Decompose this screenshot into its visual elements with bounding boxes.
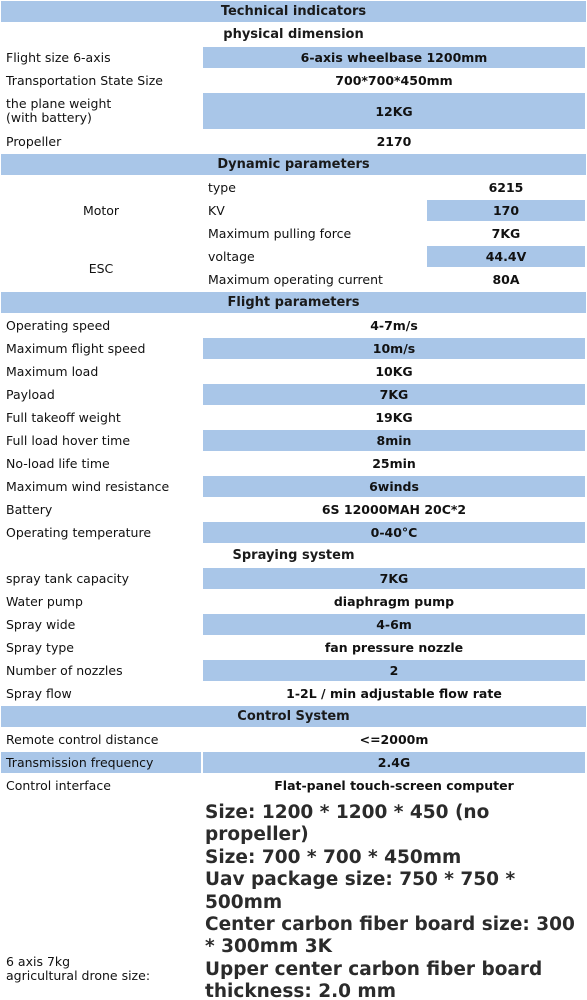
row-label: Operating temperature (6, 524, 152, 540)
row-value: 12KG (203, 93, 585, 129)
row-value: 8min (203, 430, 585, 451)
table-row (0, 384, 587, 405)
row-label: Remote control distance (6, 731, 159, 747)
row-value: 4-7m/s (370, 318, 418, 333)
esc-group (0, 246, 587, 290)
row-label: Maximum pulling force (208, 225, 352, 241)
table-row (0, 338, 587, 359)
row-label: spray tank capacity (6, 570, 130, 586)
row-label: Maximum wind resistance (6, 478, 170, 494)
subheader-spraying-system-title: Spraying system (232, 548, 355, 563)
row-value: 7KG (203, 384, 585, 405)
table-row (0, 70, 587, 91)
section-technical-indicators (0, 1, 587, 22)
section-control-system (0, 706, 587, 727)
row-value: 1-2L / min adjustable flow rate (286, 686, 502, 701)
row-label: KV (208, 202, 225, 218)
drone-size-line: thickness: 2.0 mm (205, 981, 396, 999)
section-flight-parameters-title: Flight parameters (1, 292, 586, 313)
row-value: 19KG (375, 410, 413, 425)
table-row (0, 476, 587, 497)
row-value: diaphragm pump (333, 594, 455, 609)
row-label: Maximum operating current (208, 271, 383, 287)
row-label: Payload (6, 386, 55, 402)
drone-size-line: * 300mm 3K (205, 936, 332, 958)
row-label: Number of nozzles (6, 662, 123, 678)
section-technical-indicators-title: Technical indicators (1, 1, 586, 22)
row-value: 10KG (375, 364, 413, 379)
section-flight-parameters (0, 292, 587, 313)
drone-size-line: Uav package size: 750 * 750 * (205, 869, 516, 891)
row-label: Spray flow (6, 685, 72, 701)
motor-group (0, 177, 587, 244)
row-label: Spray wide (6, 616, 76, 632)
table-row (0, 522, 587, 543)
row-label: Spray type (6, 639, 74, 655)
row-value: 700*700*450mm (335, 73, 453, 88)
table-row (0, 430, 587, 451)
motor-label: Motor (82, 203, 120, 218)
row-value: 6S 12000MAH 20C*2 (321, 502, 467, 517)
row-value: 7KG (491, 226, 521, 241)
row-label: Control interface (6, 777, 111, 793)
row-value: <=2000m (359, 732, 429, 747)
row-label: the plane weight (with battery) (6, 96, 112, 125)
row-value: 6-axis wheelbase 1200mm (203, 47, 585, 68)
table-row (0, 614, 587, 635)
drone-size-line: Size: 1200 * 1200 * 450 (no (205, 802, 490, 823)
row-value: 44.4V (427, 246, 585, 267)
table-row (0, 683, 587, 704)
table-row (0, 47, 587, 68)
table-row (0, 499, 587, 520)
row-value: 170 (427, 200, 585, 221)
table-row (0, 361, 587, 382)
section-control-system-title: Control System (1, 706, 586, 727)
table-row (0, 591, 587, 612)
drone-size-label: 6 axis 7kg agricultural drone size: (6, 954, 151, 983)
table-row (0, 752, 587, 773)
table-row (0, 93, 587, 129)
drone-size-line: Upper center carbon fiber board (205, 958, 543, 980)
row-value: 25min (372, 456, 416, 471)
section-dynamic-parameters-title: Dynamic parameters (1, 154, 586, 175)
section-dynamic-parameters (0, 154, 587, 175)
row-label: type (208, 179, 236, 195)
table-row (0, 729, 587, 750)
table-row (0, 775, 587, 796)
row-label: Maximum flight speed (6, 340, 146, 356)
row-label: Water pump (6, 593, 83, 609)
row-value: Flat-panel touch-screen computer (274, 778, 514, 793)
row-label: Flight size 6-axis (6, 49, 111, 65)
row-label: No-load life time (6, 455, 110, 471)
row-label: Full takeoff weight (6, 409, 121, 425)
drone-size-block (0, 798, 587, 999)
drone-size-line: Size: 700 * 700 * 450mm (205, 846, 462, 868)
drone-size-line: 500mm (205, 891, 283, 913)
subheader-spraying-system (0, 545, 587, 566)
row-value: 6215 (488, 180, 524, 195)
row-label: Full load hover time (6, 432, 131, 448)
row-label: Operating speed (6, 317, 111, 333)
table-row (0, 407, 587, 428)
row-value: 2.4G (203, 752, 585, 773)
drone-size-details (203, 798, 587, 999)
row-value: 6winds (203, 476, 585, 497)
table-row (0, 660, 587, 681)
subheader-physical-dimension-title: physical dimension (223, 27, 364, 42)
row-label: Transmission frequency (1, 752, 201, 773)
esc-label: ESC (88, 260, 114, 276)
row-value: 2170 (376, 134, 412, 149)
row-value: 4-6m (203, 614, 585, 635)
table-row (0, 637, 587, 658)
table-row (0, 131, 587, 152)
row-value: 7KG (203, 568, 585, 589)
row-value: 2 (203, 660, 585, 681)
row-value: fan pressure nozzle (324, 640, 464, 655)
row-label: Transportation State Size (6, 72, 163, 88)
row-value: 80A (492, 272, 520, 287)
drone-size-line: propeller) (205, 824, 309, 846)
row-label: Maximum load (6, 363, 99, 379)
row-value: 0-40°C (203, 522, 585, 543)
row-value: 10m/s (203, 338, 585, 359)
row-label: Battery (6, 501, 53, 517)
row-label: Propeller (6, 133, 62, 149)
subheader-physical-dimension (0, 24, 587, 45)
table-row (0, 453, 587, 474)
row-label: voltage (208, 248, 255, 264)
table-row (0, 568, 587, 589)
table-row (0, 315, 587, 336)
drone-size-line: Center carbon fiber board size: 300 (205, 914, 575, 936)
